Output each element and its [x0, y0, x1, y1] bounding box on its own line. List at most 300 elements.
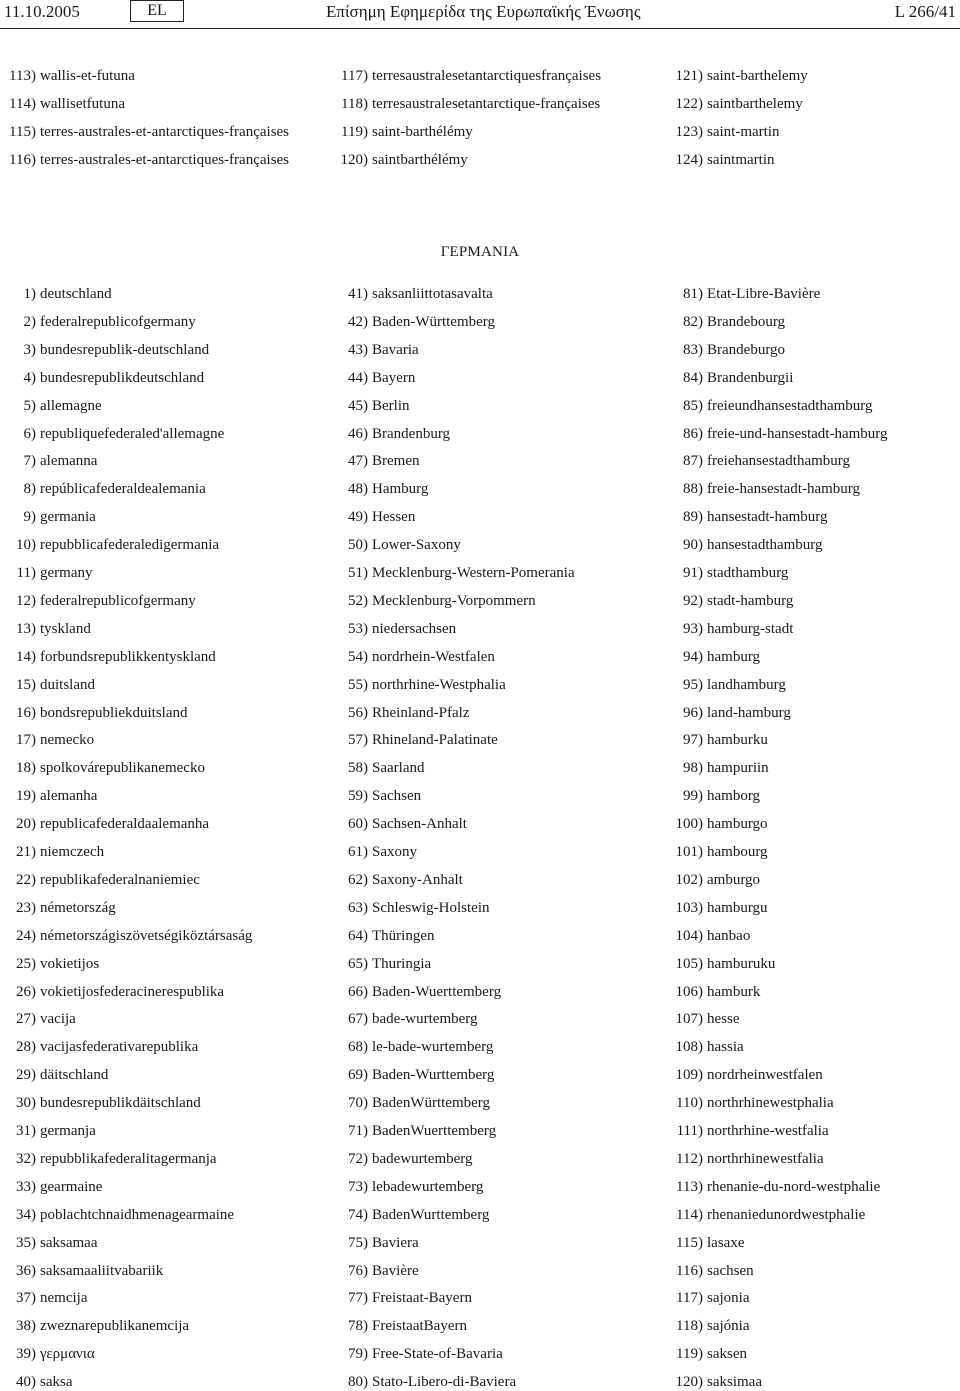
item-number: 51) [348, 565, 368, 581]
item-name: hamburgu [707, 899, 768, 916]
item-number: 7) [23, 453, 36, 470]
item-number: 49) [348, 509, 368, 526]
item-number: 69) [348, 1067, 368, 1084]
item-number: 9) [23, 509, 36, 526]
item-number: 20) [16, 816, 36, 833]
item-number: 108) [675, 1039, 703, 1056]
list-item [332, 123, 473, 141]
item-name: Baviera [372, 1234, 419, 1251]
list-item [0, 397, 102, 415]
item-number: 15) [16, 676, 36, 693]
item-name: amburgo [707, 871, 761, 888]
item-number: 113) [676, 1178, 703, 1195]
list-item [332, 1317, 467, 1335]
list-item [667, 955, 775, 973]
list-item [332, 1066, 494, 1084]
item-name: lasaxe [707, 1234, 745, 1251]
item-number: 18) [16, 760, 36, 777]
item-number: 60) [348, 816, 368, 833]
item-name: hamburuku [707, 955, 776, 972]
item-number: 97) [683, 732, 703, 749]
item-number: 76) [348, 1262, 368, 1279]
item-number: 39) [16, 1346, 36, 1363]
item-name: hampuriin [707, 760, 769, 777]
list-item [332, 787, 421, 805]
list-item [667, 592, 793, 610]
list-item [0, 592, 196, 610]
item-number: 120) [675, 1374, 703, 1391]
list-item [0, 480, 206, 498]
list-item [667, 815, 768, 833]
list-item [667, 285, 820, 303]
item-name: hamburku [707, 732, 768, 749]
list-item [667, 341, 785, 359]
item-name: repúblicafederaldealemania [40, 481, 206, 498]
list-item [0, 843, 104, 861]
item-number: 30) [16, 1095, 36, 1112]
list-item [332, 536, 461, 554]
item-number: 58) [348, 760, 368, 777]
list-item [332, 1234, 419, 1252]
item-name: spolkovárepublikanemecko [40, 760, 205, 777]
item-number: 27) [16, 1011, 36, 1028]
item-number: 81) [683, 286, 703, 302]
item-name: northrhinewestfalia [707, 1150, 824, 1167]
list-item [0, 452, 97, 470]
item-number: 115) [676, 1234, 703, 1251]
list-item [0, 123, 289, 141]
list-item [0, 508, 96, 526]
item-number: 23) [16, 899, 36, 916]
item-number: 52) [348, 592, 368, 609]
item-name: Schleswig-Holstein [372, 899, 490, 916]
item-number: 67) [348, 1011, 368, 1028]
list-item [667, 151, 775, 169]
item-name: Bremen [372, 453, 420, 470]
item-number: 34) [16, 1206, 36, 1223]
list-item [667, 1345, 747, 1363]
list-item [332, 67, 601, 85]
item-number: 110) [676, 1095, 703, 1112]
item-number: 121) [675, 68, 703, 84]
item-number: 77) [348, 1290, 368, 1307]
item-number: 6) [23, 425, 36, 442]
list-item [667, 397, 873, 415]
item-name: Brandeburgo [707, 341, 786, 358]
item-number: 31) [16, 1123, 36, 1139]
item-name: Brandenburgii [707, 369, 794, 386]
list-item [667, 67, 808, 85]
list-item [0, 369, 204, 387]
list-item [0, 1289, 87, 1307]
item-name: saintmartin [707, 152, 775, 168]
item-name: vokietijos [40, 955, 100, 972]
item-name: saksa [40, 1374, 73, 1391]
item-number: 84) [683, 369, 703, 386]
list-item [332, 1122, 496, 1140]
item-number: 35) [16, 1234, 36, 1251]
item-name: FreistaatBayern [372, 1318, 467, 1335]
item-number: 94) [683, 648, 703, 665]
language-code-box: EL [130, 0, 184, 22]
list-item [332, 313, 495, 331]
list-item [0, 787, 97, 805]
list-item [0, 285, 112, 303]
list-item [667, 927, 750, 945]
list-item [332, 425, 450, 443]
item-number: 63) [348, 899, 368, 916]
item-number: 122) [675, 96, 703, 112]
item-number: 38) [16, 1318, 36, 1335]
item-number: 16) [16, 704, 36, 721]
item-number: 56) [348, 704, 368, 721]
item-number: 64) [348, 927, 368, 944]
item-name: hansestadthamburg [707, 537, 823, 554]
item-name: deutschland [40, 286, 112, 302]
item-number: 109) [675, 1067, 703, 1084]
item-number: 47) [348, 453, 368, 470]
list-item [0, 731, 94, 749]
list-item [332, 592, 536, 610]
item-name: tyskland [40, 620, 91, 637]
item-name: stadthamburg [707, 565, 789, 581]
list-item [667, 899, 768, 917]
item-name: hesse [707, 1011, 740, 1028]
item-name: saint-barthélémy [372, 124, 473, 140]
item-number: 82) [683, 313, 703, 330]
item-name: saksimaa [707, 1374, 762, 1391]
item-name: Hessen [372, 509, 416, 526]
item-number: 19) [16, 788, 36, 805]
item-name: hansestadt-hamburg [707, 509, 828, 526]
item-number: 73) [348, 1178, 368, 1195]
list-item [332, 508, 415, 526]
list-item [332, 397, 410, 415]
list-item [667, 480, 860, 498]
item-name: Rhineland-Palatinate [372, 732, 498, 749]
list-item [0, 95, 125, 113]
item-number: 106) [675, 983, 703, 1000]
item-name: hamburg [707, 648, 761, 665]
item-number: 1) [23, 286, 36, 302]
item-number: 70) [348, 1095, 368, 1112]
item-name: Mecklenburg-Vorpommern [372, 592, 536, 609]
item-number: 75) [348, 1234, 368, 1251]
item-name: hassia [707, 1039, 744, 1056]
item-number: 96) [683, 704, 703, 721]
item-name: germany [40, 565, 93, 581]
item-number: 3) [23, 341, 36, 358]
item-name: northrhinewestphalia [707, 1095, 834, 1112]
item-number: 68) [348, 1039, 368, 1056]
item-number: 119) [341, 124, 368, 140]
item-number: 33) [16, 1178, 36, 1195]
item-number: 102) [675, 871, 703, 888]
page-reference: L 266/41 [894, 2, 956, 21]
item-number: 26) [16, 983, 36, 1000]
item-number: 112) [676, 1150, 703, 1167]
list-item [332, 704, 469, 722]
list-item [332, 1206, 489, 1224]
list-item [667, 1038, 744, 1056]
page-header [0, 0, 960, 30]
item-name: Sachsen [372, 788, 422, 805]
list-item [0, 955, 99, 973]
item-name: Stato-Libero-di-Baviera [372, 1374, 517, 1391]
list-item [0, 1094, 201, 1112]
item-name: Baden-Wurttemberg [372, 1067, 495, 1084]
list-item [332, 452, 419, 470]
item-name: freie-hansestadt-hamburg [707, 481, 860, 498]
item-name: Sachsen-Anhalt [372, 816, 467, 833]
item-name: northrhine-westfalia [707, 1123, 829, 1139]
item-number: 83) [683, 341, 703, 358]
item-number: 124) [675, 152, 703, 168]
item-number: 40) [16, 1374, 36, 1391]
list-item [667, 1150, 824, 1168]
item-name: land-hamburg [707, 704, 791, 721]
list-item [0, 1373, 73, 1391]
list-item [332, 843, 417, 861]
item-name: Baden-Württemberg [372, 313, 496, 330]
item-number: 25) [16, 955, 36, 972]
item-number: 115) [9, 124, 36, 140]
list-item [0, 620, 91, 638]
item-name: Thüringen [372, 927, 435, 944]
item-name: sajónia [707, 1318, 750, 1335]
list-item [0, 1066, 108, 1084]
list-item [0, 1150, 217, 1168]
list-item [332, 1373, 516, 1391]
item-number: 41) [348, 286, 368, 302]
list-item [332, 369, 415, 387]
item-name: sajonia [707, 1290, 750, 1307]
item-number: 113) [9, 68, 36, 84]
item-number: 8) [23, 481, 36, 498]
item-name: γερμανια [40, 1346, 95, 1363]
item-number: 45) [348, 397, 368, 414]
item-name: Rheinland-Pfalz [372, 704, 470, 721]
item-number: 61) [348, 844, 368, 860]
list-item [667, 1262, 754, 1280]
item-name: Free-State-of-Bavaria [372, 1346, 503, 1363]
item-name: hamburk [707, 983, 761, 1000]
list-item [332, 983, 501, 1001]
item-number: 116) [676, 1262, 703, 1279]
list-item [332, 620, 456, 638]
list-item [0, 1234, 97, 1252]
item-number: 44) [348, 369, 368, 386]
list-item [332, 899, 490, 917]
item-name: saint-martin [707, 124, 780, 140]
list-item [667, 95, 803, 113]
list-item [667, 843, 768, 861]
item-number: 104) [675, 927, 703, 944]
item-number: 4) [23, 369, 36, 386]
list-item [667, 983, 760, 1001]
list-item [332, 871, 463, 889]
item-name: germanja [40, 1123, 96, 1139]
list-item [667, 508, 828, 526]
list-item [667, 536, 823, 554]
item-name: hambourg [707, 844, 768, 860]
list-item [667, 1122, 829, 1140]
item-name: terresaustralesetantarctiquesfrançaises [372, 68, 602, 84]
item-number: 80) [348, 1374, 368, 1391]
item-name: däitschland [40, 1067, 109, 1084]
item-name: northrhine-Westphalia [372, 676, 506, 693]
list-item [332, 1345, 503, 1363]
list-item [667, 759, 769, 777]
item-name: nemecko [40, 732, 95, 749]
list-item [667, 1066, 823, 1084]
list-item [667, 1010, 740, 1028]
list-item [332, 815, 467, 833]
item-number: 87) [683, 453, 703, 470]
list-item [332, 676, 506, 694]
item-name: németországiszövetségiköztársaság [40, 927, 253, 944]
item-number: 36) [16, 1262, 36, 1279]
item-name: wallis-et-futuna [40, 68, 135, 84]
item-number: 50) [348, 537, 368, 554]
item-name: bundesrepublik-deutschland [40, 341, 210, 358]
item-name: Brandebourg [707, 313, 786, 330]
list-item [667, 564, 788, 582]
list-item [0, 536, 219, 554]
header-rule [0, 28, 960, 29]
item-name: Freistaat-Bayern [372, 1290, 472, 1307]
publication-date: 11.10.2005 [4, 2, 80, 21]
list-item [0, 815, 209, 833]
list-item [0, 648, 216, 666]
item-name: vokietijosfederacinerespublika [40, 983, 225, 1000]
list-item [667, 1289, 750, 1307]
item-name: Mecklenburg-Western-Pomerania [372, 565, 575, 581]
list-item [667, 1178, 880, 1196]
item-name: badewurtemberg [372, 1150, 473, 1167]
item-number: 118) [676, 1318, 703, 1335]
list-item [0, 1345, 95, 1363]
item-name: saksanliittotasavalta [372, 286, 493, 302]
item-number: 17) [16, 732, 36, 749]
item-name: BadenWürttemberg [372, 1095, 491, 1112]
list-item [667, 452, 850, 470]
list-item [0, 151, 289, 169]
item-number: 100) [675, 816, 703, 833]
list-item [667, 123, 779, 141]
item-name: duitsland [40, 676, 95, 693]
item-number: 37) [16, 1290, 36, 1307]
item-number: 13) [16, 620, 36, 637]
list-item [0, 759, 205, 777]
list-item [332, 480, 428, 498]
journal-title: Επίσημη Εφημερίδα της Ευρωπαϊκής Ένωσης [326, 2, 641, 21]
item-name: terresaustralesetantarctique-françaises [372, 96, 601, 112]
item-name: saksen [707, 1346, 747, 1363]
item-number: 14) [16, 648, 36, 665]
list-item [0, 1206, 234, 1224]
list-item [0, 899, 116, 917]
item-number: 55) [348, 676, 368, 693]
list-item [332, 1262, 419, 1280]
item-name: poblachtchnaidhmenagearmaine [40, 1206, 235, 1223]
list-item [332, 955, 431, 973]
list-item [667, 871, 760, 889]
item-name: niemczech [40, 844, 105, 860]
item-number: 12) [16, 592, 36, 609]
item-number: 21) [16, 844, 36, 860]
item-number: 59) [348, 788, 368, 805]
item-number: 117) [676, 1290, 703, 1307]
list-item [667, 1094, 834, 1112]
item-number: 114) [676, 1206, 703, 1223]
item-name: hanbao [707, 927, 751, 944]
list-item [0, 564, 92, 582]
item-name: rhenanie-du-nord-westphalie [707, 1178, 881, 1195]
item-number: 99) [683, 788, 703, 805]
list-item [667, 620, 793, 638]
item-name: Thuringia [372, 955, 432, 972]
item-number: 28) [16, 1039, 36, 1056]
item-name: repubblicafederaledigermania [40, 537, 220, 554]
list-item [667, 676, 786, 694]
item-number: 95) [683, 676, 703, 693]
item-name: Saxony-Anhalt [372, 871, 463, 888]
item-number: 42) [348, 313, 368, 330]
item-name: saintbarthelemy [707, 96, 803, 112]
item-name: saksamaa [40, 1234, 98, 1251]
item-name: Bavaria [372, 341, 419, 358]
list-item [667, 704, 791, 722]
item-number: 98) [683, 760, 703, 777]
list-item [667, 313, 785, 331]
item-name: németország [40, 899, 116, 916]
list-item [0, 1262, 163, 1280]
item-number: 123) [675, 124, 703, 140]
list-item [332, 1038, 493, 1056]
item-number: 71) [348, 1123, 368, 1139]
list-item [0, 1317, 189, 1335]
list-item [0, 983, 224, 1001]
item-number: 29) [16, 1067, 36, 1084]
section-title: ΓΕΡΜΑΝΙΑ [440, 244, 520, 260]
item-name: bundesrepublikdäitschland [40, 1095, 201, 1112]
list-item [332, 1150, 473, 1168]
item-number: 11) [16, 565, 36, 581]
item-name: Lower-Saxony [372, 537, 461, 554]
item-name: nemcija [40, 1290, 88, 1307]
item-name: freieundhansestadthamburg [707, 397, 873, 414]
item-number: 88) [683, 481, 703, 498]
list-item [667, 648, 760, 666]
item-name: vacija [40, 1011, 76, 1028]
item-name: gearmaine [40, 1178, 103, 1195]
item-name: Brandenburg [372, 425, 451, 442]
list-item [332, 1094, 490, 1112]
item-name: Bayern [372, 369, 416, 386]
list-item [0, 341, 209, 359]
item-name: alemanna [40, 453, 98, 470]
item-name: federalrepublicofgermany [40, 313, 196, 330]
item-name: repubblikafederalitagermanja [40, 1150, 217, 1167]
item-name: terres-australes-et-antarctiques-françaises [40, 124, 290, 140]
item-number: 93) [683, 620, 703, 637]
item-name: hamborg [707, 788, 761, 805]
item-name: le-bade-wurtemberg [372, 1039, 494, 1056]
item-name: bundesrepublikdeutschland [40, 369, 205, 386]
item-name: landhamburg [707, 676, 786, 693]
item-number: 65) [348, 955, 368, 972]
